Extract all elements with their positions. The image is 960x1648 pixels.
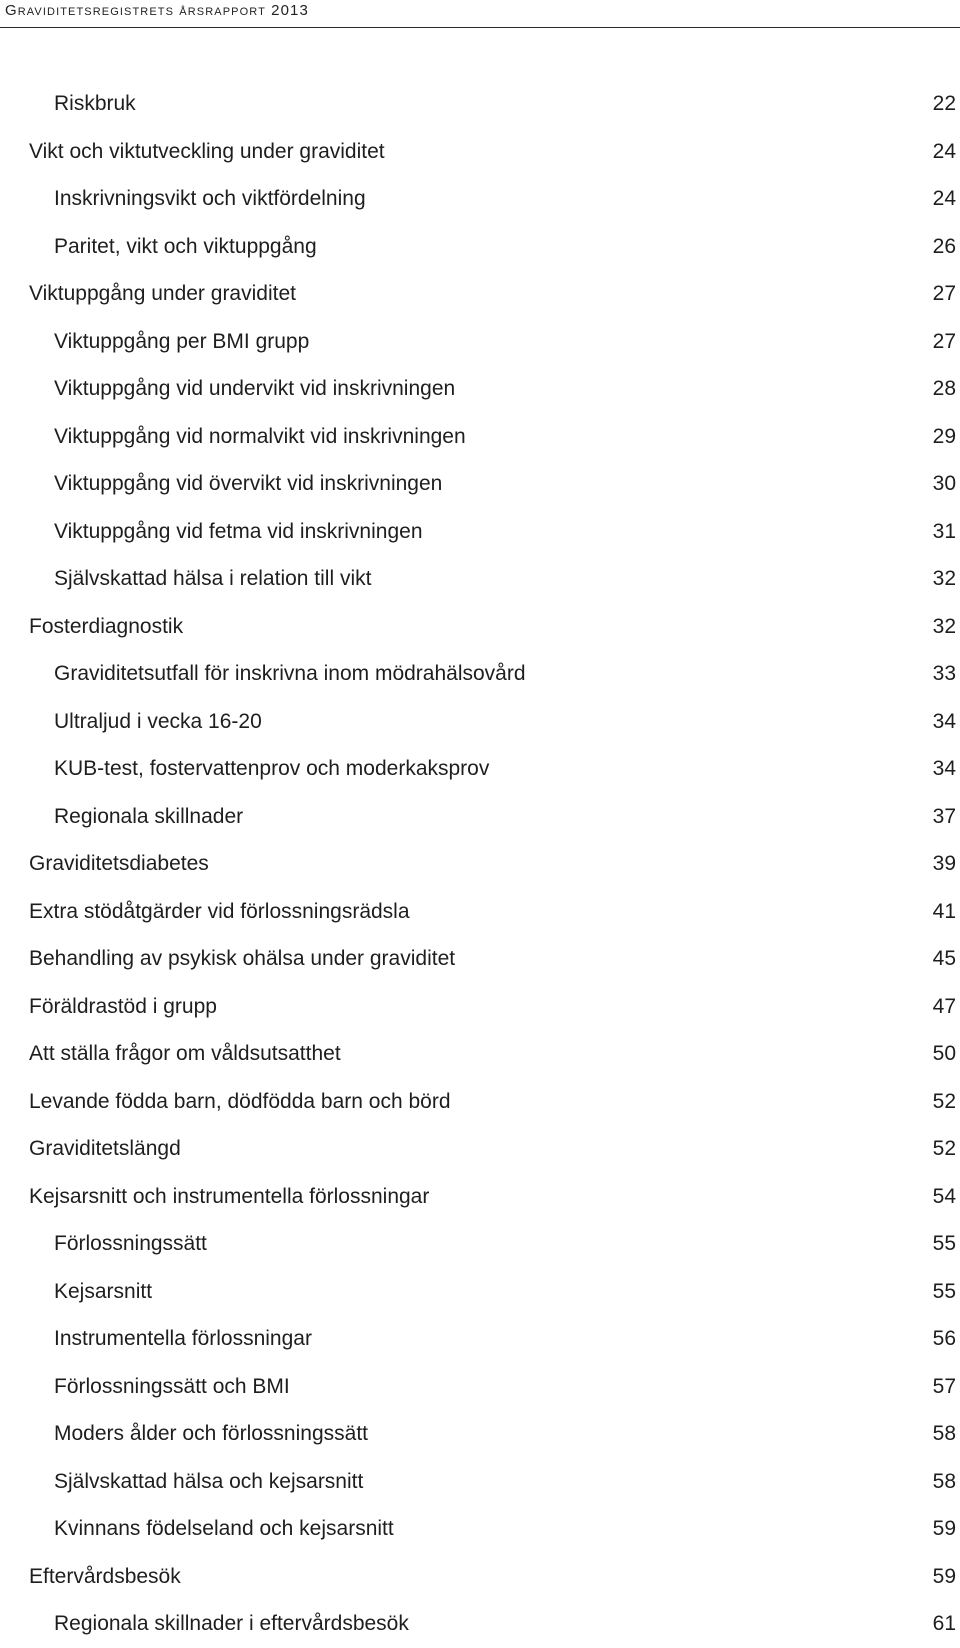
toc-entry-page-number: 24 xyxy=(932,139,956,163)
toc-entry-title: Regionala skillnader xyxy=(54,804,244,828)
toc-entry-title: Graviditetsutfall för inskrivna inom mödrahälsovård xyxy=(54,662,526,685)
toc-entry[interactable] xyxy=(0,1458,960,1506)
toc-entry-page-number: 47 xyxy=(932,994,956,1018)
toc-entry[interactable] xyxy=(0,745,960,793)
toc-entry-page-number: 28 xyxy=(932,377,956,400)
toc-entry-page-number: 34 xyxy=(932,757,956,780)
toc-entry[interactable] xyxy=(0,983,960,1031)
toc-entry-title: Föräldrastöd i grupp xyxy=(29,994,217,1018)
toc-entry-title: Viktuppgång per BMI grupp xyxy=(54,329,310,353)
toc-entry-title: Att ställa frågor om våldsutsatthet xyxy=(29,1042,341,1065)
toc-entry-page-number: 61 xyxy=(932,1612,956,1635)
toc-entry-title: Moders ålder och förlossningssätt xyxy=(54,1422,368,1445)
toc-entry-title: Ultraljud i vecka 16-20 xyxy=(54,709,262,733)
toc-entry[interactable] xyxy=(0,650,960,698)
toc-entry-page-number: 56 xyxy=(932,1327,956,1350)
toc-entry-page-number: 52 xyxy=(932,1137,956,1160)
toc-entry-title: Levande födda barn, dödfödda barn och börd xyxy=(29,1089,451,1113)
toc-entry-page-number: 58 xyxy=(932,1469,956,1493)
toc-entry-title: Inskrivningsvikt och viktfördelning xyxy=(54,187,366,210)
toc-entry[interactable] xyxy=(0,1553,960,1601)
toc-entry-title: Viktuppgång under graviditet xyxy=(29,282,296,305)
toc-entry-title: Kejsarsnitt och instrumentella förlossningar xyxy=(29,1184,430,1208)
toc-entry-page-number: 52 xyxy=(932,1089,956,1113)
toc-entry-page-number: 32 xyxy=(932,567,956,590)
toc-entry-page-number: 59 xyxy=(932,1564,956,1588)
toc-entry-page-number: 50 xyxy=(932,1042,956,1065)
toc-entry[interactable] xyxy=(0,935,960,983)
toc-entry-page-number: 34 xyxy=(932,709,956,733)
header-rule xyxy=(0,27,960,28)
toc-entry-title: Vikt och viktutveckling under graviditet xyxy=(29,139,385,163)
toc-entry-title: Viktuppgång vid normalvikt vid inskrivningen xyxy=(54,424,466,448)
toc-entry[interactable] xyxy=(0,1600,960,1648)
toc-entry[interactable] xyxy=(0,365,960,413)
toc-entry[interactable] xyxy=(0,840,960,888)
toc-entry[interactable] xyxy=(0,1410,960,1458)
running-header: Graviditetsregistrets årsrapport 2013 xyxy=(5,2,309,19)
toc-entry[interactable] xyxy=(0,270,960,318)
toc-entry[interactable] xyxy=(0,80,960,128)
toc-entry[interactable] xyxy=(0,1363,960,1411)
toc-entry[interactable] xyxy=(0,1220,960,1268)
toc-entry-title: Förlossningssätt xyxy=(54,1232,207,1255)
toc-entry[interactable] xyxy=(0,793,960,841)
toc-entry-title: Förlossningssätt och BMI xyxy=(54,1374,290,1398)
toc-entry[interactable] xyxy=(0,603,960,651)
toc-entry[interactable] xyxy=(0,128,960,176)
toc-entry-page-number: 39 xyxy=(932,852,956,875)
toc-entry-title: Graviditetslängd xyxy=(29,1137,181,1160)
toc-entry-page-number: 27 xyxy=(932,282,956,305)
toc-entry-page-number: 54 xyxy=(932,1184,956,1208)
toc-entry-page-number: 58 xyxy=(932,1422,956,1445)
toc-entry-title: Kvinnans födelseland och kejsarsnitt xyxy=(54,1517,394,1540)
toc-entry-page-number: 33 xyxy=(932,662,956,685)
toc-entry-title: Instrumentella förlossningar xyxy=(54,1327,312,1350)
toc-entry-title: Regionala skillnader i eftervårdsbesök xyxy=(54,1612,409,1635)
toc-entry-title: Kejsarsnitt xyxy=(54,1279,153,1303)
toc-entry-page-number: 55 xyxy=(932,1232,956,1255)
toc-entry-title: Viktuppgång vid undervikt vid inskrivningen xyxy=(54,377,456,400)
toc-entry[interactable] xyxy=(0,555,960,603)
toc-entry-title: Eftervårdsbesök xyxy=(29,1564,181,1588)
toc-entry[interactable] xyxy=(0,413,960,461)
toc-entry[interactable] xyxy=(0,508,960,556)
toc-entry-page-number: 30 xyxy=(932,472,956,495)
toc-entry-title: Viktuppgång vid övervikt vid inskrivningen xyxy=(54,472,443,495)
toc-entry[interactable] xyxy=(0,1078,960,1126)
toc-entry[interactable] xyxy=(0,223,960,271)
table-of-contents xyxy=(0,80,960,1648)
toc-entry[interactable] xyxy=(0,175,960,223)
toc-entry[interactable] xyxy=(0,1268,960,1316)
toc-entry-page-number: 31 xyxy=(932,519,956,543)
toc-entry-page-number: 59 xyxy=(932,1517,956,1540)
toc-entry-title: Extra stödåtgärder vid förlossningsrädsla xyxy=(29,899,410,923)
toc-entry-page-number: 41 xyxy=(932,899,956,923)
toc-entry-title: KUB-test, fostervattenprov och moderkaksprov xyxy=(54,757,490,780)
toc-entry[interactable] xyxy=(0,1173,960,1221)
toc-entry[interactable] xyxy=(0,698,960,746)
toc-entry-page-number: 32 xyxy=(932,614,956,638)
toc-entry-title: Viktuppgång vid fetma vid inskrivningen xyxy=(54,519,423,543)
toc-entry[interactable] xyxy=(0,1505,960,1553)
toc-entry-title: Riskbruk xyxy=(54,92,136,115)
toc-entry[interactable] xyxy=(0,318,960,366)
toc-entry-page-number: 37 xyxy=(932,804,956,828)
toc-entry-page-number: 27 xyxy=(932,329,956,353)
toc-entry-title: Självskattad hälsa och kejsarsnitt xyxy=(54,1469,364,1493)
toc-entry-page-number: 22 xyxy=(932,92,956,115)
toc-entry[interactable] xyxy=(0,888,960,936)
toc-entry-page-number: 57 xyxy=(932,1374,956,1398)
toc-entry-title: Fosterdiagnostik xyxy=(29,614,184,638)
toc-entry-page-number: 24 xyxy=(932,187,956,210)
toc-entry-page-number: 26 xyxy=(932,234,956,258)
toc-entry-page-number: 45 xyxy=(932,947,956,970)
toc-entry-title: Paritet, vikt och viktuppgång xyxy=(54,234,317,258)
toc-entry[interactable] xyxy=(0,460,960,508)
toc-entry[interactable] xyxy=(0,1315,960,1363)
toc-entry-page-number: 55 xyxy=(932,1279,956,1303)
toc-entry-title: Behandling av psykisk ohälsa under graviditet xyxy=(29,947,456,970)
toc-entry-title: Graviditetsdiabetes xyxy=(29,852,209,875)
toc-entry[interactable] xyxy=(0,1030,960,1078)
toc-entry[interactable] xyxy=(0,1125,960,1173)
toc-entry-page-number: 29 xyxy=(932,424,956,448)
toc-entry-title: Självskattad hälsa i relation till vikt xyxy=(54,567,372,590)
